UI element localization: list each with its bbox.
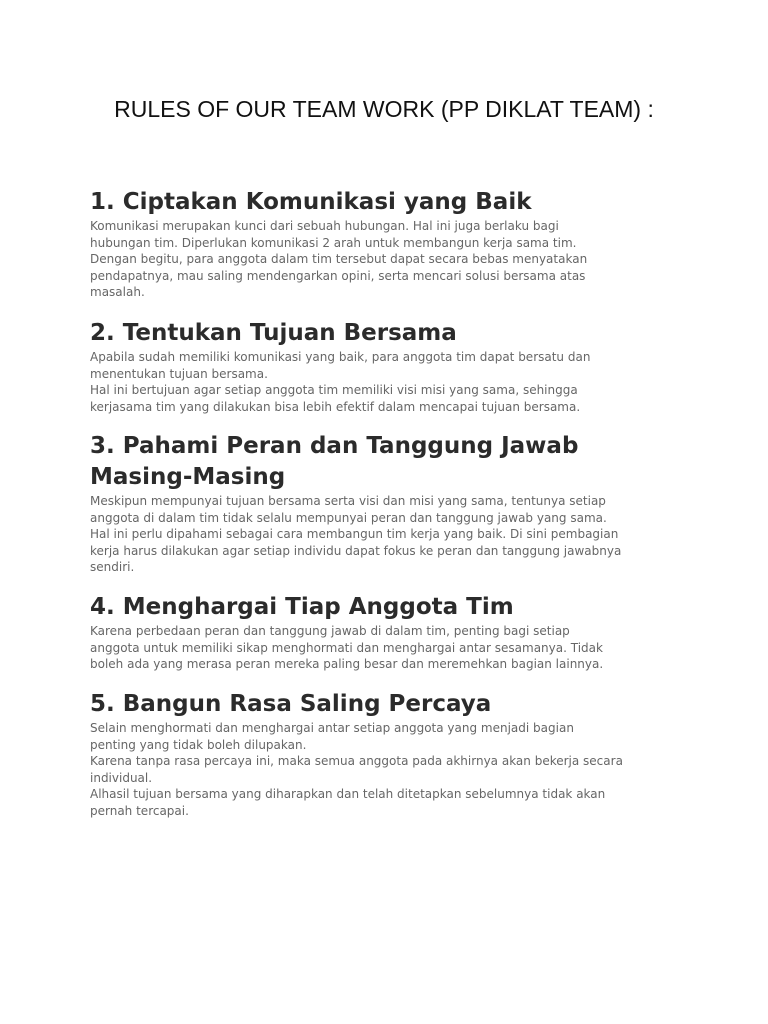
body-line: Karena perbedaan peran dan tanggung jawab di dalam tim, penting bagi setiap: [90, 624, 570, 638]
document-title: RULES OF OUR TEAM WORK (PP DIKLAT TEAM) :: [114, 96, 654, 122]
body-line: Apabila sudah memiliki komunikasi yang baik, para anggota tim dapat bersatu dan: [90, 350, 591, 364]
body-line: Selain menghormati dan menghargai antar setiap anggota yang menjadi bagian: [90, 721, 574, 735]
section-body: [90, 720, 690, 820]
section-heading: 4. Menghargai Tiap Anggota Tim: [90, 594, 514, 620]
section-common-goal: [90, 318, 690, 415]
heading-line: Masing-Masing: [90, 464, 286, 490]
body-line: anggota untuk memiliki sikap menghormati dan menghargai antar sesamanya. Tidak: [90, 640, 603, 655]
body-line: Meskipun mempunyai tujuan bersama serta visi dan misi yang sama, tentunya setiap: [90, 494, 606, 508]
body-line: boleh ada yang merasa peran mereka paling besar dan meremehkan bagian lainnya.: [90, 657, 604, 672]
section-communication: [90, 187, 690, 301]
body-line: Hal ini perlu dipahami sebagai cara membangun tim kerja yang baik. Di sini pembagian: [90, 527, 619, 542]
section-body: [90, 623, 690, 673]
body-line: Hal ini bertujuan agar setiap anggota tim memiliki visi misi yang sama, sehingga: [90, 383, 578, 398]
section-body: [90, 218, 690, 301]
body-line: Alhasil tujuan bersama yang diharapkan dan telah ditetapkan sebelumnya tidak akan: [90, 787, 606, 802]
heading-line: 3. Pahami Peran dan Tanggung Jawab: [90, 433, 579, 459]
body-line: sendiri.: [90, 560, 135, 575]
body-line: anggota di dalam tim tidak selalu mempunyai peran dan tanggung jawab yang sama.: [90, 510, 607, 525]
body-line: Dengan begitu, para anggota dalam tim tersebut dapat secara bebas menyatakan: [90, 252, 588, 267]
body-line: masalah.: [90, 285, 145, 300]
body-line: kerja harus dilakukan agar setiap individu dapat fokus ke peran dan tanggung jawabnya: [90, 543, 622, 558]
section-heading: 1. Ciptakan Komunikasi yang Baik: [90, 189, 532, 215]
section-heading: [90, 431, 690, 493]
body-line: individual.: [90, 770, 153, 785]
body-line: Karena tanpa rasa percaya ini, maka semua anggota pada akhirnya akan bekerja secara: [90, 754, 623, 769]
body-line: pendapatnya, mau saling mendengarkan opini, serta mencari solusi bersama atas: [90, 268, 586, 283]
section-roles: [90, 431, 690, 576]
body-line: Komunikasi merupakan kunci dari sebuah hubungan. Hal ini juga berlaku bagi: [90, 219, 559, 233]
body-line: penting yang tidak boleh dilupakan.: [90, 737, 307, 752]
section-body: [90, 349, 690, 415]
section-trust: [90, 689, 690, 820]
body-line: kerjasama tim yang dilakukan bisa lebih efektif dalam mencapai tujuan bersama.: [90, 399, 581, 414]
body-line: menentukan tujuan bersama.: [90, 366, 268, 381]
section-body: [90, 493, 690, 576]
section-heading: 5. Bangun Rasa Saling Percaya: [90, 691, 492, 717]
body-line: hubungan tim. Diperlukan komunikasi 2 arah untuk membangun kerja sama tim.: [90, 235, 577, 250]
section-heading: 2. Tentukan Tujuan Bersama: [90, 320, 457, 346]
body-line: pernah tercapai.: [90, 803, 189, 818]
section-respect: [90, 592, 690, 673]
